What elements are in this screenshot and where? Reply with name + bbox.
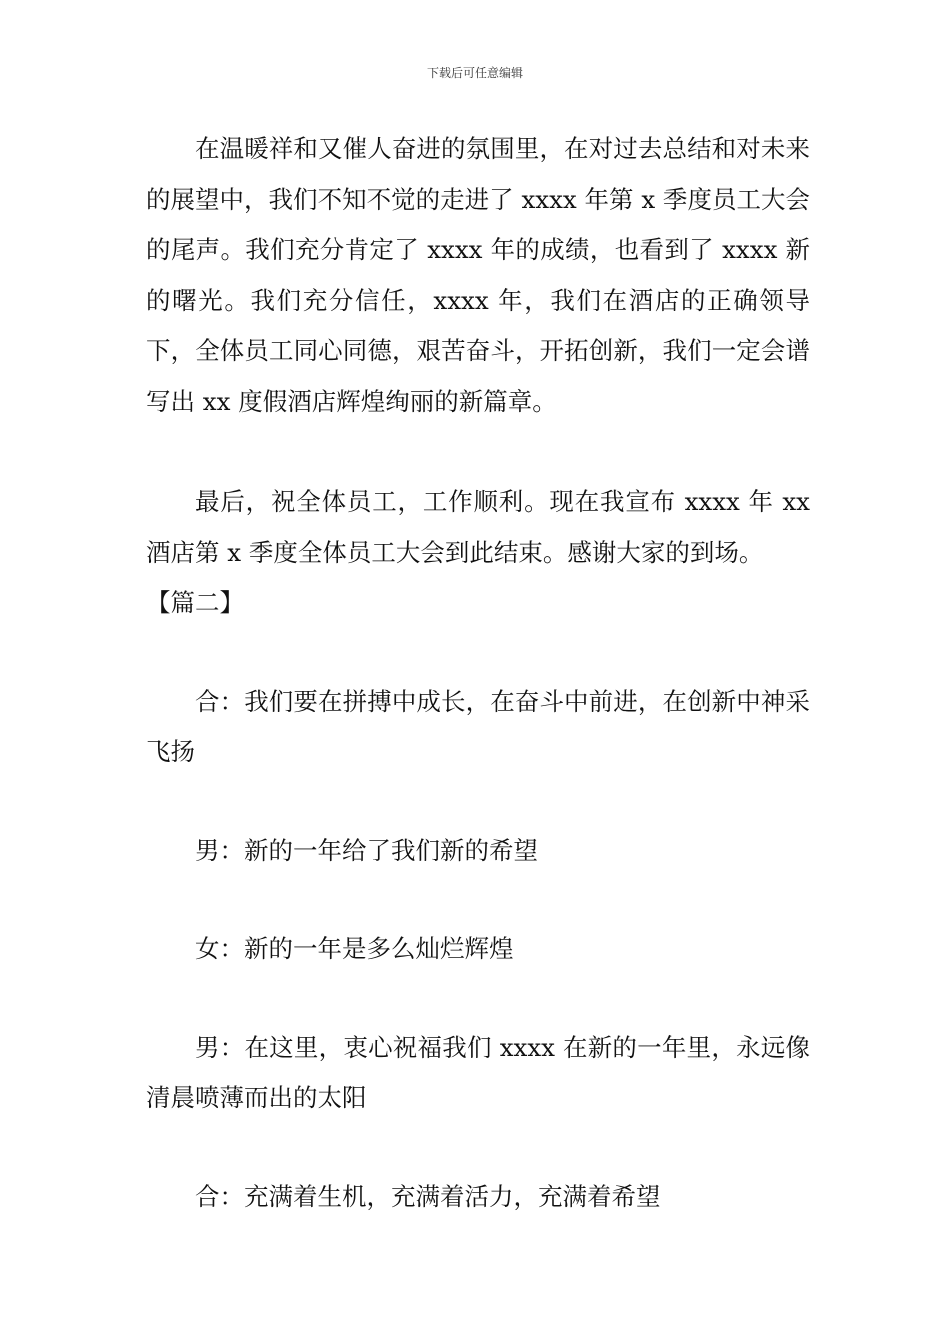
page-header: 下载后可任意编辑	[426, 66, 523, 80]
dialogue-line: 女：新的一年是多么灿烂辉煌	[195, 934, 514, 963]
dialogue-line: 男：新的一年给了我们新的希望	[195, 835, 538, 865]
dialogue-line: 合：我们要在拼搏中成长，在奋斗中前进，在创新中神采飞扬	[146, 686, 810, 766]
section-heading: 【篇二】	[146, 588, 244, 617]
paragraph-closing-summary: 在温暖祥和又催人奋进的氛围里，在对过去总结和对未来的展望中，我们不知不觉的走进了 xxxx 年第 x 季度员工大会的尾声。我们充分肯定了 xxxx 年的成绩，也看到了 xxxx 新的曙光。我们充分信任，xxxx 年，我们在酒店的正确领导下，全体员工同心同德，艰苦奋斗，开拓创新，我们一定会谱写出 xx 度假酒店辉煌绚丽的新篇章。	[146, 134, 810, 416]
paragraph-closing-announcement: 最后，祝全体员工，工作顺利。现在我宣布 xxxx 年 xx 酒店第 x 季度全体员工大会到此结束。感谢大家的到场。	[146, 487, 810, 567]
dialogue-line: 合：充满着生机，充满着活力，充满着希望	[195, 1181, 661, 1211]
dialogue-line: 男：在这里，衷心祝福我们 xxxx 在新的一年里，永远像清晨喷薄而出的太阳	[146, 1032, 810, 1112]
document-body	[146, 124, 810, 1222]
